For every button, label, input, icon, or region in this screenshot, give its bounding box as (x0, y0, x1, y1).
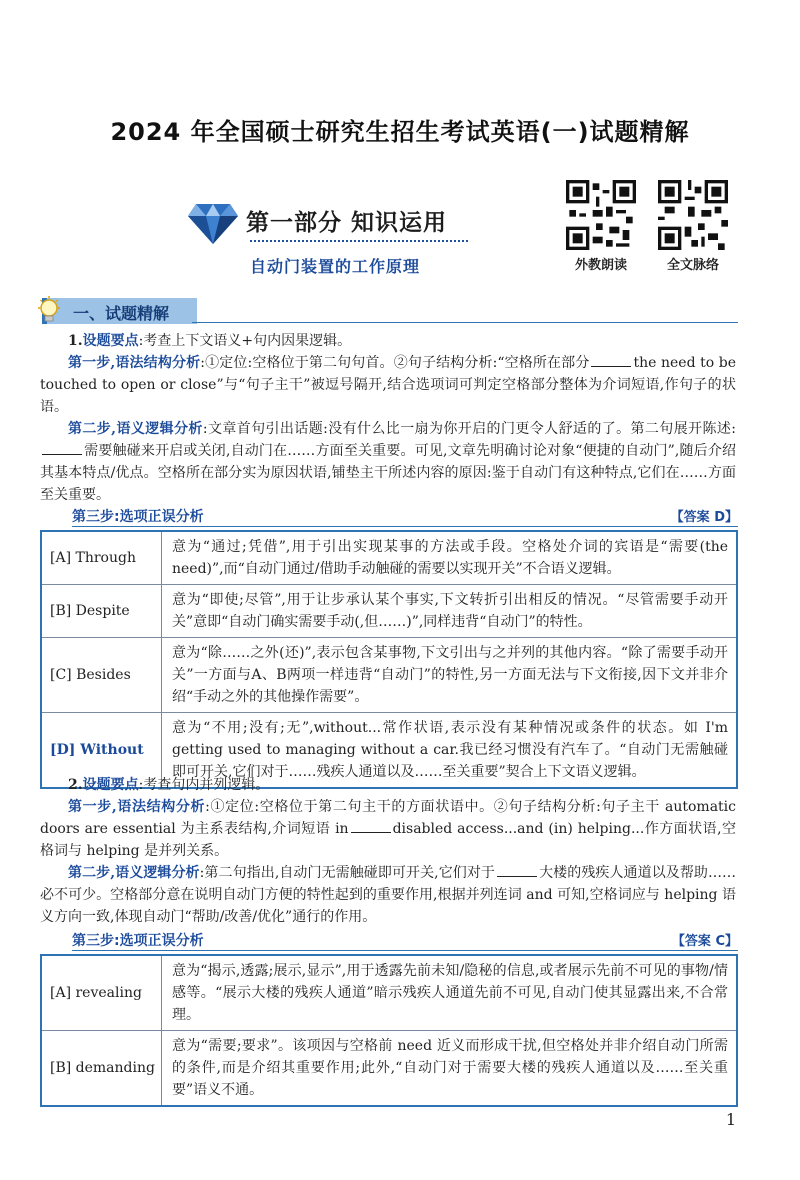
q2-options-table (40, 954, 738, 1107)
lightbulb-icon (36, 296, 62, 326)
part-title: 第一部分 知识运用 (246, 210, 448, 236)
option-label: [A] Through (41, 531, 162, 585)
option-row (41, 955, 737, 1031)
section-header (42, 298, 197, 324)
blank-line (591, 354, 631, 367)
option-text: 意为“揭示,透露;展示,显示”,用于透露先前未知/隐秘的信息,或者展示先前不可见的事物/情感等。“展示大楼的残疾人通道”暗示残疾人通道先前不可见,自动门使其显露出来,不合常理。 (162, 955, 738, 1031)
qr-code-icon[interactable] (658, 180, 728, 250)
section-divider (192, 322, 738, 323)
option-label: [B] demanding (41, 1031, 162, 1107)
q2-step3-divider (72, 950, 738, 951)
q1-point: 1.设题要点:考查上下文语义+句内因果逻辑。 (68, 333, 352, 349)
option-label: [B] Despite (41, 585, 162, 638)
qr-code-icon[interactable] (566, 180, 636, 250)
option-text: 意为“除……之外(还)”,表示包含某事物,下文引出与之并列的其他内容。“除了需要手动开关”一方面与A、B两项一样违背“自动门”的特性,另一方面无法与下文衔接,因下文并非介绍“手动之外的其他操作需要”。 (162, 638, 738, 713)
q2-answer: 【答案 C】 (671, 934, 738, 949)
q1-step3-label: 第三步:选项正误分析 (72, 509, 204, 525)
qr-label-reading: 外教朗读 (574, 258, 627, 273)
part-subtitle: 自动门装置的工作原理 (250, 257, 421, 276)
option-row (41, 1031, 737, 1107)
part-title-underline (250, 240, 468, 242)
option-row (41, 638, 737, 713)
section-title: 一、试题精解 (73, 304, 170, 323)
qr-label-outline: 全文脉络 (666, 258, 719, 273)
page-number: 1 (725, 1110, 736, 1129)
option-row (41, 585, 737, 638)
q2-step3-label: 第三步:选项正误分析 (72, 933, 204, 949)
q1-answer: 【答案 D】 (670, 510, 738, 525)
option-row (41, 531, 737, 585)
diamond-icon (188, 200, 238, 244)
option-text: 意为“通过;凭借”,用于引出实现某事的方法或手段。空格处介词的宾语是“需要(the need)”,而“自动门通过/借助手动触碰的需要以实现开关”不合语义逻辑。 (162, 531, 738, 585)
q1-step3-divider (72, 526, 738, 527)
blank-line (351, 820, 391, 833)
q2-step2: 第二步,语义逻辑分析:第二句指出,自动门无需触碰即可开关,它们对于 大楼的残疾人通道以及帮助……必不可少。空格部分意在说明自动门方便的特性起到的重要作用,根据并列连词 and 可知,空格词应与 helping 语义方向一致,体现自动门“帮助/改善/优化”通行的作用。 (40, 865, 737, 925)
q2-step1: 第一步,语法结构分析:①定位:空格位于第二句主干的方面状语中。②句子结构分析:句子主干 automatic doors are essential 为主系表结构,介词短语 in disabled access...and (in) helping...作方面状语,空格词与 helping 是并列关系。 (40, 799, 736, 859)
option-text: 意为“即使;尽管”,用于让步承认某个事实,下文转折引出相反的情况。“尽管需要手动开关”意即“自动门确实需要手动(,但……)”,同样违背“自动门”的特性。 (162, 585, 738, 638)
blank-line (497, 864, 537, 877)
option-text: 意为“需要;要求”。该项因与空格前 need 近义而形成干扰,但空格处并非介绍自动门所需的条件,而是介绍其重要作用;此外,“自动门对于需要大楼的残疾人通道以及……至关重要”语义不通。 (162, 1031, 738, 1107)
q1-step1: 第一步,语法结构分析:①定位:空格位于第二句句首。②句子结构分析:“空格所在部分 the need to be touched to open or close”与“句子主干”被逗号隔开,结合选项词可判定空格部分整体为介词短语,作句子的状语。 (40, 355, 737, 415)
option-text: 意为“不用;没有;无”,without...常作状语,表示没有某种情况或条件的状态。如 I'm getting used to managing without a car.我已经习惯没有汽车了。“自动门无需触碰即可开关,它们对于……残疾人通道以及……至关重要”契合上下文语义逻辑。 (162, 713, 738, 789)
option-label: [A] revealing (41, 955, 162, 1031)
option-label: [D] Without (41, 713, 162, 789)
q1-step2: 第二步,语义逻辑分析:文章首句引出话题:没有什么比一扇为你开启的门更令人舒适的了。第二句展开陈述:需要触碰来开启或关闭,自动门在……方面至关重要。可见,文章先明确讨论对象“便捷的自动门”,随后介绍其基本特点/优点。空格所在部分实为原因状语,铺垫主干所述内容的原因:鉴于自动门有这种特点,它们在……方面至关重要。 (40, 421, 736, 503)
document-title: 2024 年全国硕士研究生招生考试英语(一)试题精解 (110, 118, 690, 146)
q2-point: 2.设题要点:考查句内并列逻辑。 (68, 777, 270, 793)
blank-line (42, 442, 82, 455)
option-label: [C] Besides (41, 638, 162, 713)
q1-options-table (40, 530, 738, 789)
